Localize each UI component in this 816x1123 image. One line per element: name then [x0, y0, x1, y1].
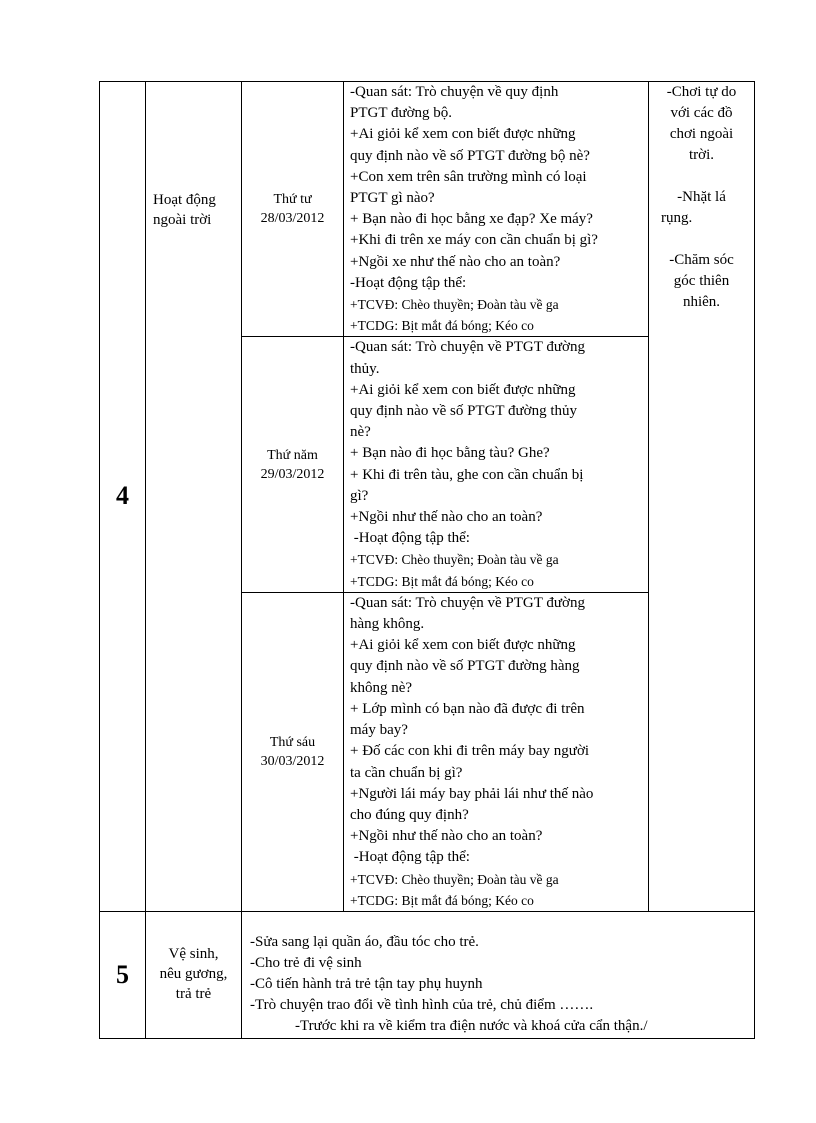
content-line: cho đúng quy định? — [350, 806, 469, 823]
content-line: -Trò chuyện trao đổi về tình hình của trẻ, chủ điểm ……. — [250, 996, 594, 1013]
content-line: PTGT đường bộ. — [350, 105, 453, 122]
content-line: nè? — [350, 424, 371, 441]
content-line: + Lớp mình có bạn nào đã được đi trên — [350, 700, 585, 717]
content-line: + Khi đi trên tàu, ghe con cần chuẩn bị — [350, 466, 584, 483]
hygiene-content — [242, 911, 755, 1038]
row-number-5: 5 — [100, 911, 146, 1038]
content-line: -Cô tiến hành trả trẻ tận tay phụ huynh — [250, 975, 483, 992]
day-date: 29/03/2012 — [260, 466, 325, 482]
day-name: Thứ sáu — [269, 734, 316, 750]
free-play-line: trời. — [688, 147, 714, 163]
free-play-line: -Chăm sóc — [669, 252, 734, 268]
content-line: +TCVĐ: Chèo thuyền; Đoàn tàu về ga — [350, 297, 559, 313]
activity-hygiene — [146, 911, 242, 1038]
content-line: -Quan sát: Trò chuyện về PTGT đường — [350, 339, 585, 356]
activity-outdoor — [146, 82, 242, 912]
content-line: PTGT gì nào? — [350, 190, 435, 207]
content-line: ta cần chuẩn bị gì? — [350, 764, 463, 781]
content-line: +TCVĐ: Chèo thuyền; Đoàn tàu về ga — [350, 552, 559, 568]
content-line: +Người lái máy bay phải lái như thế nào — [350, 785, 594, 802]
content-line: + Đố các con khi đi trên máy bay người — [350, 743, 590, 760]
activity-line: Hoạt động — [153, 192, 216, 208]
content-line: +TCVĐ: Chèo thuyền; Đoàn tàu về ga — [350, 871, 559, 887]
content-line: -Hoạt động tập thể: — [350, 849, 470, 866]
free-play-line: rụng. — [661, 210, 693, 226]
content-line: quy định nào về số PTGT đường bộ nè? — [350, 147, 590, 164]
day-cell-wednesday — [242, 82, 344, 337]
content-line: + Bạn nào đi học bằng tàu? Ghe? — [350, 445, 550, 462]
content-thursday — [344, 337, 649, 592]
content-line: không nè? — [350, 679, 413, 696]
content-line: +TCDG: Bịt mắt đá bóng; Kéo co — [350, 318, 534, 334]
content-line: +Ai giỏi kể xem con biết được những — [350, 126, 576, 143]
free-play-line: nhiên. — [682, 294, 721, 310]
content-line: máy bay? — [350, 722, 408, 739]
content-line: +TCDG: Bịt mắt đá bóng; Kéo co — [350, 573, 534, 589]
content-line: -Cho trẻ đi vệ sinh — [250, 954, 362, 971]
free-play-line: với các đồ — [670, 105, 733, 121]
content-line: + Bạn nào đi học bằng xe đạp? Xe máy? — [350, 211, 593, 228]
content-line: -Quan sát: Trò chuyện về quy định — [350, 84, 559, 100]
content-line: hàng không. — [350, 616, 425, 633]
content-line: +Khi đi trên xe máy con cần chuẩn bị gì? — [350, 232, 598, 249]
row-4-day-1 — [100, 82, 755, 337]
content-friday — [344, 592, 649, 911]
day-date: 28/03/2012 — [260, 211, 325, 227]
day-cell-friday — [242, 592, 344, 911]
activity-line: Vệ sinh, — [168, 945, 219, 962]
free-play-cell — [649, 82, 755, 912]
content-wednesday — [344, 82, 649, 337]
schedule-table — [99, 81, 755, 1039]
content-line: +Ngồi xe như thế nào cho an toàn? — [350, 253, 561, 270]
content-line: +Ai giỏi kể xem con biết được những — [350, 381, 576, 398]
day-cell-thursday — [242, 337, 344, 592]
activity-line: nêu gương, — [159, 965, 228, 982]
activity-line: ngoài trời — [153, 212, 212, 228]
content-line: -Trước khi ra về kiểm tra điện nước và khoá cửa cẩn thận./ — [295, 1017, 648, 1034]
content-line: -Hoạt động tập thể: — [350, 274, 467, 291]
day-name: Thứ năm — [267, 447, 318, 463]
free-play-line: -Chơi tự do — [666, 84, 737, 100]
row-number-4: 4 — [100, 82, 146, 912]
content-line: -Sửa sang lại quần áo, đầu tóc cho trẻ. — [250, 933, 479, 950]
free-play-line: chơi ngoài — [669, 126, 734, 142]
row-5 — [100, 911, 755, 1038]
content-line: +TCDG: Bịt mắt đá bóng; Kéo co — [350, 892, 534, 908]
content-line: -Hoạt động tập thể: — [350, 530, 470, 547]
content-line: quy định nào về số PTGT đường thủy — [350, 403, 578, 420]
free-play-line: góc thiên — [673, 273, 730, 289]
content-line: -Quan sát: Trò chuyện về PTGT đường — [350, 594, 585, 611]
day-date: 30/03/2012 — [260, 753, 325, 769]
content-line: +Ngồi như thế nào cho an toàn? — [350, 509, 543, 526]
content-line: +Ngồi như thế nào cho an toàn? — [350, 828, 543, 845]
content-line: gì? — [350, 487, 369, 504]
free-play-line: -Nhặt lá — [677, 189, 726, 205]
activity-line: trả trẻ — [175, 985, 212, 1002]
day-name: Thứ tư — [273, 192, 312, 208]
content-line: +Ai giỏi kể xem con biết được những — [350, 637, 576, 654]
content-line: thủy. — [350, 360, 380, 377]
content-line: quy định nào về số PTGT đường hàng — [350, 658, 580, 675]
content-line: +Con xem trên sân trường mình có loại — [350, 168, 587, 185]
